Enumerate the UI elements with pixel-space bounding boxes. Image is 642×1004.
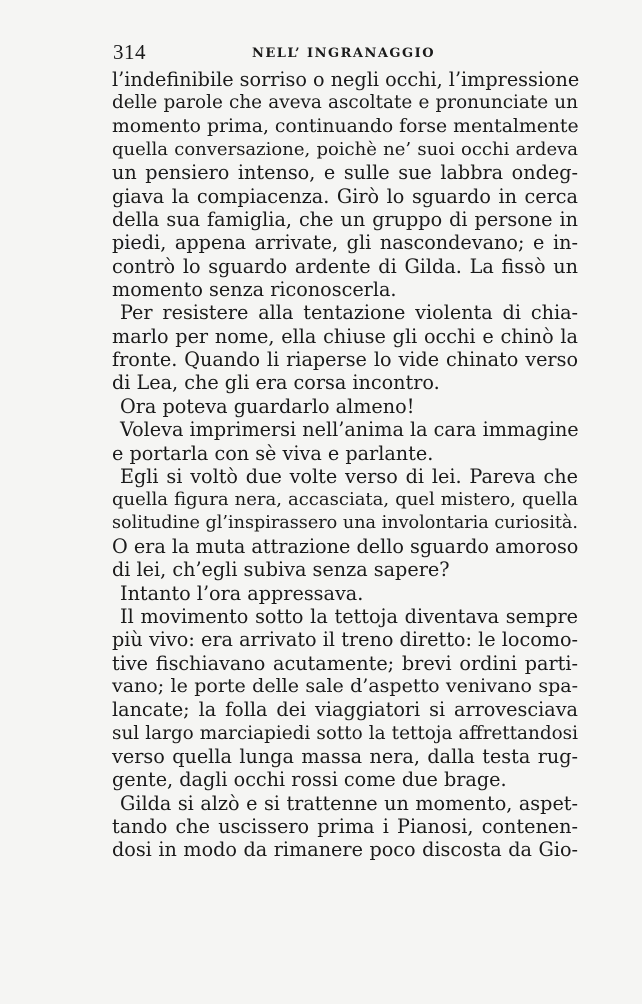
text-line: quella conversazione, poichè ne’ suoi occhi ardeva [112, 139, 578, 161]
text-line: Voleva imprimersi nell’anima la cara immagine [120, 418, 579, 442]
text-line: Egli si voltò due volte verso di lei. Pareva che [120, 464, 578, 488]
text-line: l’indefinibile sorriso o negli occhi, l’impressione [112, 68, 580, 91]
text-line: delle parole che aveva ascoltate e pronunciate un [112, 92, 578, 114]
text-line: sul largo marciapiedi sotto la tettoja affrettandosi [112, 722, 578, 744]
text-line: gente, dagli occhi rossi come due brage. [112, 768, 507, 792]
text-line: Intanto l’ora appressava. [120, 581, 364, 605]
text-line: della sua famiglia, che un gruppo di persone in [112, 208, 578, 232]
text-line: O era la muta attrazione dello sguardo amoroso [112, 534, 579, 558]
text-line: dosi in modo da rimanere poco discosta da Gio- [112, 838, 578, 862]
body-text [112, 68, 578, 862]
running-title: NELL’ INGRANAGGIO [252, 46, 436, 61]
text-line: tando che uscissero prima i Pianosi, contenen- [112, 815, 578, 838]
text-line: marlo per nome, ella chiuse gli occhi e chinò la [112, 324, 578, 348]
text-line: quella figura nera, accasciata, quel mistero, quella [112, 489, 578, 511]
text-line: più vivo: era arrivato il treno diretto: le locomo- [112, 628, 578, 652]
text-line: Gilda si alzò e si trattenne un momento, aspet- [120, 791, 578, 815]
text-line: Per resistere alla tentazione violenta di chia- [120, 301, 578, 325]
text-line: e portarla con sè viva e parlante. [112, 441, 434, 465]
text-line: contrò lo sguardo ardente di Gilda. La fissò un [112, 254, 578, 278]
text-line: Il movimento sotto la tettoja diventava sempre [120, 604, 578, 628]
text-line: fronte. Quando li riaperse lo vide chinato verso [112, 348, 578, 372]
text-line: momento senza riconoscerla. [112, 278, 397, 302]
text-line: Ora poteva guardarlo almeno! [120, 394, 415, 418]
text-line: solitudine gl’inspirassero una involontaria curiosità. [112, 512, 578, 533]
text-line: vano; le porte delle sale d’aspetto venivano spa- [112, 674, 578, 697]
text-line: un pensiero intenso, e sulle sue labbra ondeg- [112, 161, 578, 185]
text-line: momento prima, continuando forse mentalmente [112, 115, 579, 137]
text-line: lancate; la folla dei viaggiatori si arrovesciava [112, 698, 578, 722]
page-number: 314 [113, 40, 146, 64]
text-line: piedi, appena arrivate, gli nascondevano; e in- [112, 231, 578, 255]
text-line: di lei, ch’egli subiva senza sapere? [112, 558, 450, 582]
text-line: verso quella lunga massa nera, dalla testa rug- [112, 744, 578, 768]
text-line: di Lea, che gli era corsa incontro. [112, 371, 440, 395]
text-line: giava la compiacenza. Girò lo sguardo in cerca [112, 184, 578, 208]
text-line: tive fischiavano acutamente; brevi ordini parti- [112, 651, 578, 675]
